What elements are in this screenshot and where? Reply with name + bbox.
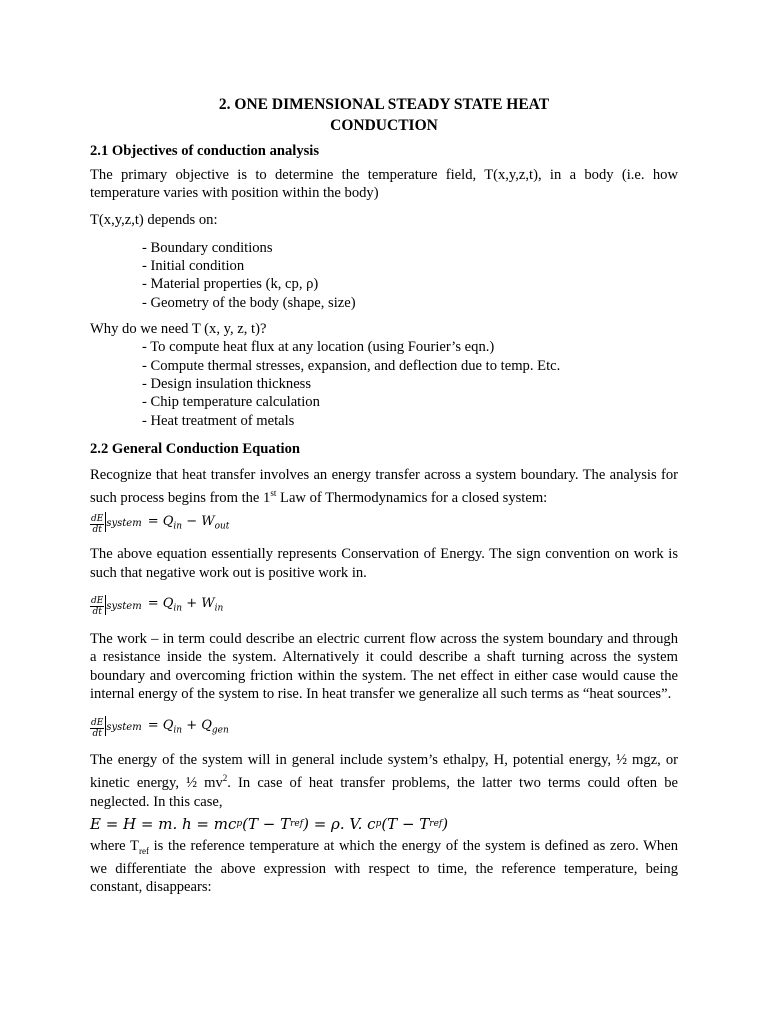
paragraph-depends: T(x,y,z,t) depends on: [90,211,218,228]
list-item: - Chip temperature calculation [142,394,320,411]
why-list [90,338,678,429]
list-item: - Boundary conditions [142,239,273,256]
list-item: - Heat treatment of metals [142,412,295,429]
chapter-title-line2: CONDUCTION [330,117,438,134]
paragraph-work-in: The work – in term could describe an electric current flow across the system boundary and through a resistance inside the system. Alternatively it could describe a shaft turning across the system boundary and overcoming friction within the system. The net effect in either case would cause the internal energy of the system to rise. In heat transfer we generalize all such terms as “heat sources”. [90,630,678,702]
paragraph-first-law: Recognize that heat transfer involves an energy transfer across a system boundary. The analysis for such process begins from the 1st Law of Thermodynamics for a closed system: [90,466,678,507]
paragraph-reference-temp: where $T_{ref}$ is the reference temperature at which the energy of the system is defined as zero. When we differentiate the above expression with respect to time, the reference temperature, being constant, disappears: [90,837,678,896]
paragraph-objective: The primary objective is to determine the temperature field, T(x,y,z,t), in a body (i.e. how temperature varies with position within the body) [90,167,678,202]
list-item: - To compute heat flux at any location (using Fourier’s eqn.) [142,339,495,356]
section-heading-2-1: 2.1 Objectives of conduction analysis [90,143,320,159]
paragraph-why: Why do we need T (x, y, z, t)? [90,321,267,338]
equation-1: $\frac{dE}{dt}$ system = $Q_{in} - W_{out}$ [91,513,230,535]
paragraph-energy: The energy of the system will in general include system’s ethalpy, H, potential energy, ½ mgz, or kinetic energy, ½ $mv^2$. In case of heat transfer problems, the latter two terms could often be neglected. In this case, [90,752,678,810]
paragraph-conservation: The above equation essentially represents Conservation of Energy. The sign convention on work is such that negative work out is positive work in. [90,546,678,581]
section-heading-2-2: 2.2 General Conduction Equation [90,440,301,457]
list-item: - Compute thermal stresses, expansion, and deflection due to temp. Etc. [142,357,561,374]
equation-2: $\frac{dE}{dt}$ system = $Q_{in} + W_{in}$ [91,596,224,618]
list-item: - Material properties (k, cp, ρ) [142,276,319,293]
equation-4: E = H = m. h = mc p (T − T ref ) = ρ. V. c p (T − T ref ) [90,814,449,833]
equation-3: $\frac{dE}{dt}$ system = $Q_{in} + Q_{gen}$ [91,717,229,739]
chapter-title-line1: 2. ONE DIMENSIONAL STEADY STATE HEAT [218,96,550,113]
list-item: - Initial condition [142,258,245,275]
document-page [90,94,678,897]
list-item: - Geometry of the body (shape, size) [142,294,356,311]
list-item: - Design insulation thickness [142,375,312,392]
depends-list [90,239,678,312]
